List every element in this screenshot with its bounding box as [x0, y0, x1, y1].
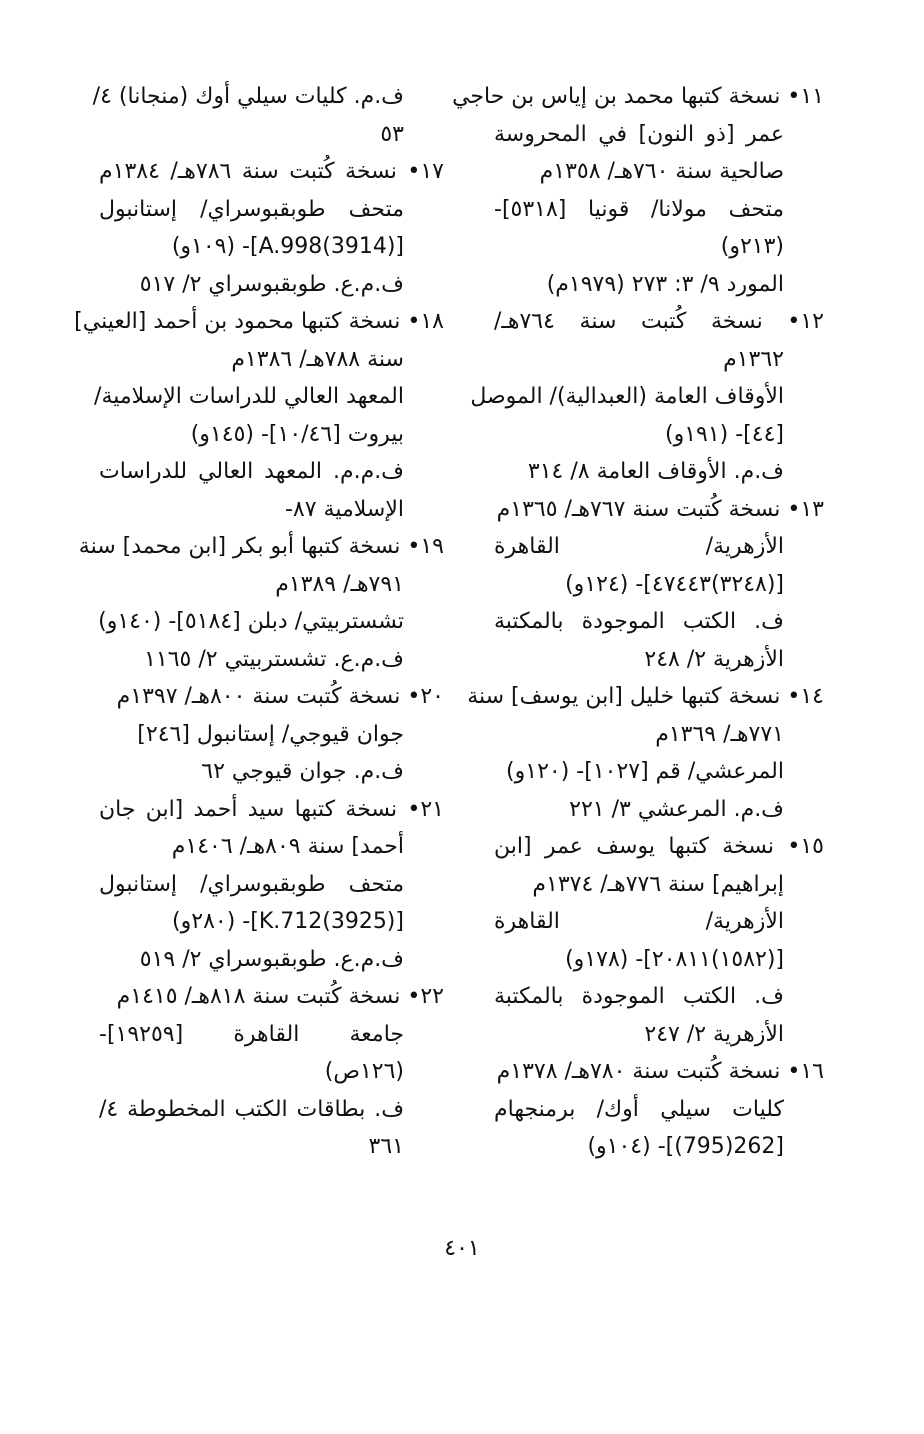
entry-first-line: ١٣• نسخة كُتبت سنة ٧٦٧هـ/ ١٣٦٥م	[496, 496, 824, 522]
entry-line: ف.م.ع. طوبقبوسراي ٢/ ٥١٧	[139, 271, 404, 297]
entry-line: المعهد العالي للدراسات الإسلامية/	[94, 384, 404, 409]
entry-line: [(٣٢٤٨)٤٧٤٤٣]- (١٢٤و)	[565, 571, 784, 597]
page-number: ٤٠١	[444, 1236, 480, 1261]
entry-line: ٧٧١هـ/ ١٣٦٩م	[655, 721, 784, 747]
entry-line: ف.م. كليات سيلي أوك (منجانا) ٤/	[92, 84, 404, 109]
entry-first-line: ٢١• نسخة كتبها سيد أحمد [ابن جان	[99, 796, 444, 822]
entry-first-line: ٢٢• نسخة كُتبت سنة ٨١٨هـ/ ١٤١٥م	[116, 984, 444, 1009]
entry-line: الأزهرية ٢/ ٢٤٧	[644, 1021, 784, 1047]
entry-first-line: ١٤• نسخة كتبها خليل [ابن يوسف] سنة	[467, 684, 824, 709]
entry-line: ف. الكتب الموجودة بالمكتبة	[494, 984, 784, 1009]
entry-line: ف.م.م. المعهد العالي للدراسات	[99, 459, 404, 484]
entry-line: أحمد] سنة ٨٠٩هـ/ ١٤٠٦م	[171, 834, 404, 859]
entry-line: كليات سيلي أوك/ برمنجهام	[494, 1096, 784, 1122]
entry-line: (١٢٦ص)	[324, 1059, 404, 1084]
entry-first-line: ١٨• نسخة كتبها محمود بن أحمد [العيني]	[74, 309, 444, 334]
entry-line: الأزهرية/ القاهرة	[494, 534, 784, 559]
entry-line: صالحية سنة ٧٦٠هـ/ ١٣٥٨م	[539, 159, 784, 184]
entry-first-line: ١٢• نسخة كُتبت سنة ٧٦٤هـ/	[494, 309, 824, 334]
entry-line: ف.م.ع. تشستربيتي ٢/ ١١٦٥	[144, 646, 404, 672]
entry-line: الأوقاف العامة (العبدالية)/ الموصل	[470, 384, 784, 409]
entry-line: إبراهيم] سنة ٧٧٦هـ/ ١٣٧٤م	[532, 871, 784, 897]
right-column	[452, 78, 824, 1166]
entry-line: ٧٩١هـ/ ١٣٨٩م	[275, 571, 404, 597]
entry-first-line: ١٩• نسخة كتبها أبو بكر [ابن محمد] سنة	[78, 534, 444, 559]
entry-line: ٥٣	[380, 121, 404, 147]
entry-first-line: ١٧• نسخة كُتبت سنة ٧٨٦هـ/ ١٣٨٤م	[99, 159, 444, 184]
entry-line: المورد ٩/ ٣: ٢٧٣ (١٩٧٩م)	[546, 271, 784, 297]
entry-line: المرعشي/ قم [١٠٢٧]- (١٢٠و)	[506, 759, 784, 784]
entry-first-line: ١١• نسخة كتبها محمد بن إياس بن حاجي	[452, 84, 824, 109]
entry-line: ف. الكتب الموجودة بالمكتبة	[494, 609, 784, 634]
entry-line: جامعة القاهرة [١٩٢٥٩]-	[99, 1021, 404, 1047]
entry-line: ٣٦١	[368, 1134, 404, 1159]
entry-line: الأزهرية ٢/ ٢٤٨	[644, 646, 784, 672]
entry-line: الأزهرية/ القاهرة	[494, 909, 784, 934]
entry-line: [A.998(3914)]- (١٠٩و)	[171, 234, 404, 259]
entry-line: ف.م. جوان قيوجي ٦٢	[201, 759, 404, 784]
entry-line: عمر [ذو النون] في المحروسة	[494, 121, 784, 147]
entry-line: متحف طوبقبوسراي/ إستانبول	[99, 871, 404, 897]
entry-line: ف.م.ع. طوبقبوسراي ٢/ ٥١٩	[139, 946, 404, 972]
entry-line: ١٣٦٢م	[723, 346, 784, 372]
entry-line: متحف مولانا/ قونيا [٥٣١٨]-	[494, 196, 784, 222]
entry-line: [(١٥٨٢)٢٠٨١١]- (١٧٨و)	[565, 946, 784, 972]
entry-line: الإسلامية ٨٧-	[284, 496, 404, 522]
entry-line: ف. بطاقات الكتب المخطوطة ٤/	[99, 1096, 404, 1122]
entry-line: بيروت [١٠/٤٦]- (١٤٥و)	[190, 421, 404, 447]
entry-line: جوان قيوجي/ إستانبول [٢٤٦]	[137, 721, 404, 747]
entry-line: سنة ٧٨٨هـ/ ١٣٨٦م	[231, 346, 404, 372]
entry-line: [262(795)]- (١٠٤و)	[587, 1134, 784, 1159]
entry-line: [K.712(3925)]- (٢٨٠و)	[172, 909, 404, 934]
entry-line: تشستربيتي/ دبلن [٥١٨٤]- (١٤٠و)	[98, 609, 404, 634]
entry-line: (٢١٣و)	[720, 234, 784, 259]
entry-line: [٤٤]- (١٩١و)	[664, 421, 784, 447]
entry-line: ف.م. المرعشي ٣/ ٢٢١	[569, 796, 784, 822]
entry-first-line: ١٥• نسخة كتبها يوسف عمر [ابن	[494, 834, 824, 859]
entry-first-line: ١٦• نسخة كُتبت سنة ٧٨٠هـ/ ١٣٧٨م	[496, 1059, 824, 1084]
entry-first-line: ٢٠• نسخة كُتبت سنة ٨٠٠هـ/ ١٣٩٧م	[116, 684, 444, 709]
left-column	[74, 78, 444, 1166]
entry-line: متحف طوبقبوسراي/ إستانبول	[99, 196, 404, 222]
entry-line: ف.م. الأوقاف العامة ٨/ ٣١٤	[527, 459, 784, 484]
